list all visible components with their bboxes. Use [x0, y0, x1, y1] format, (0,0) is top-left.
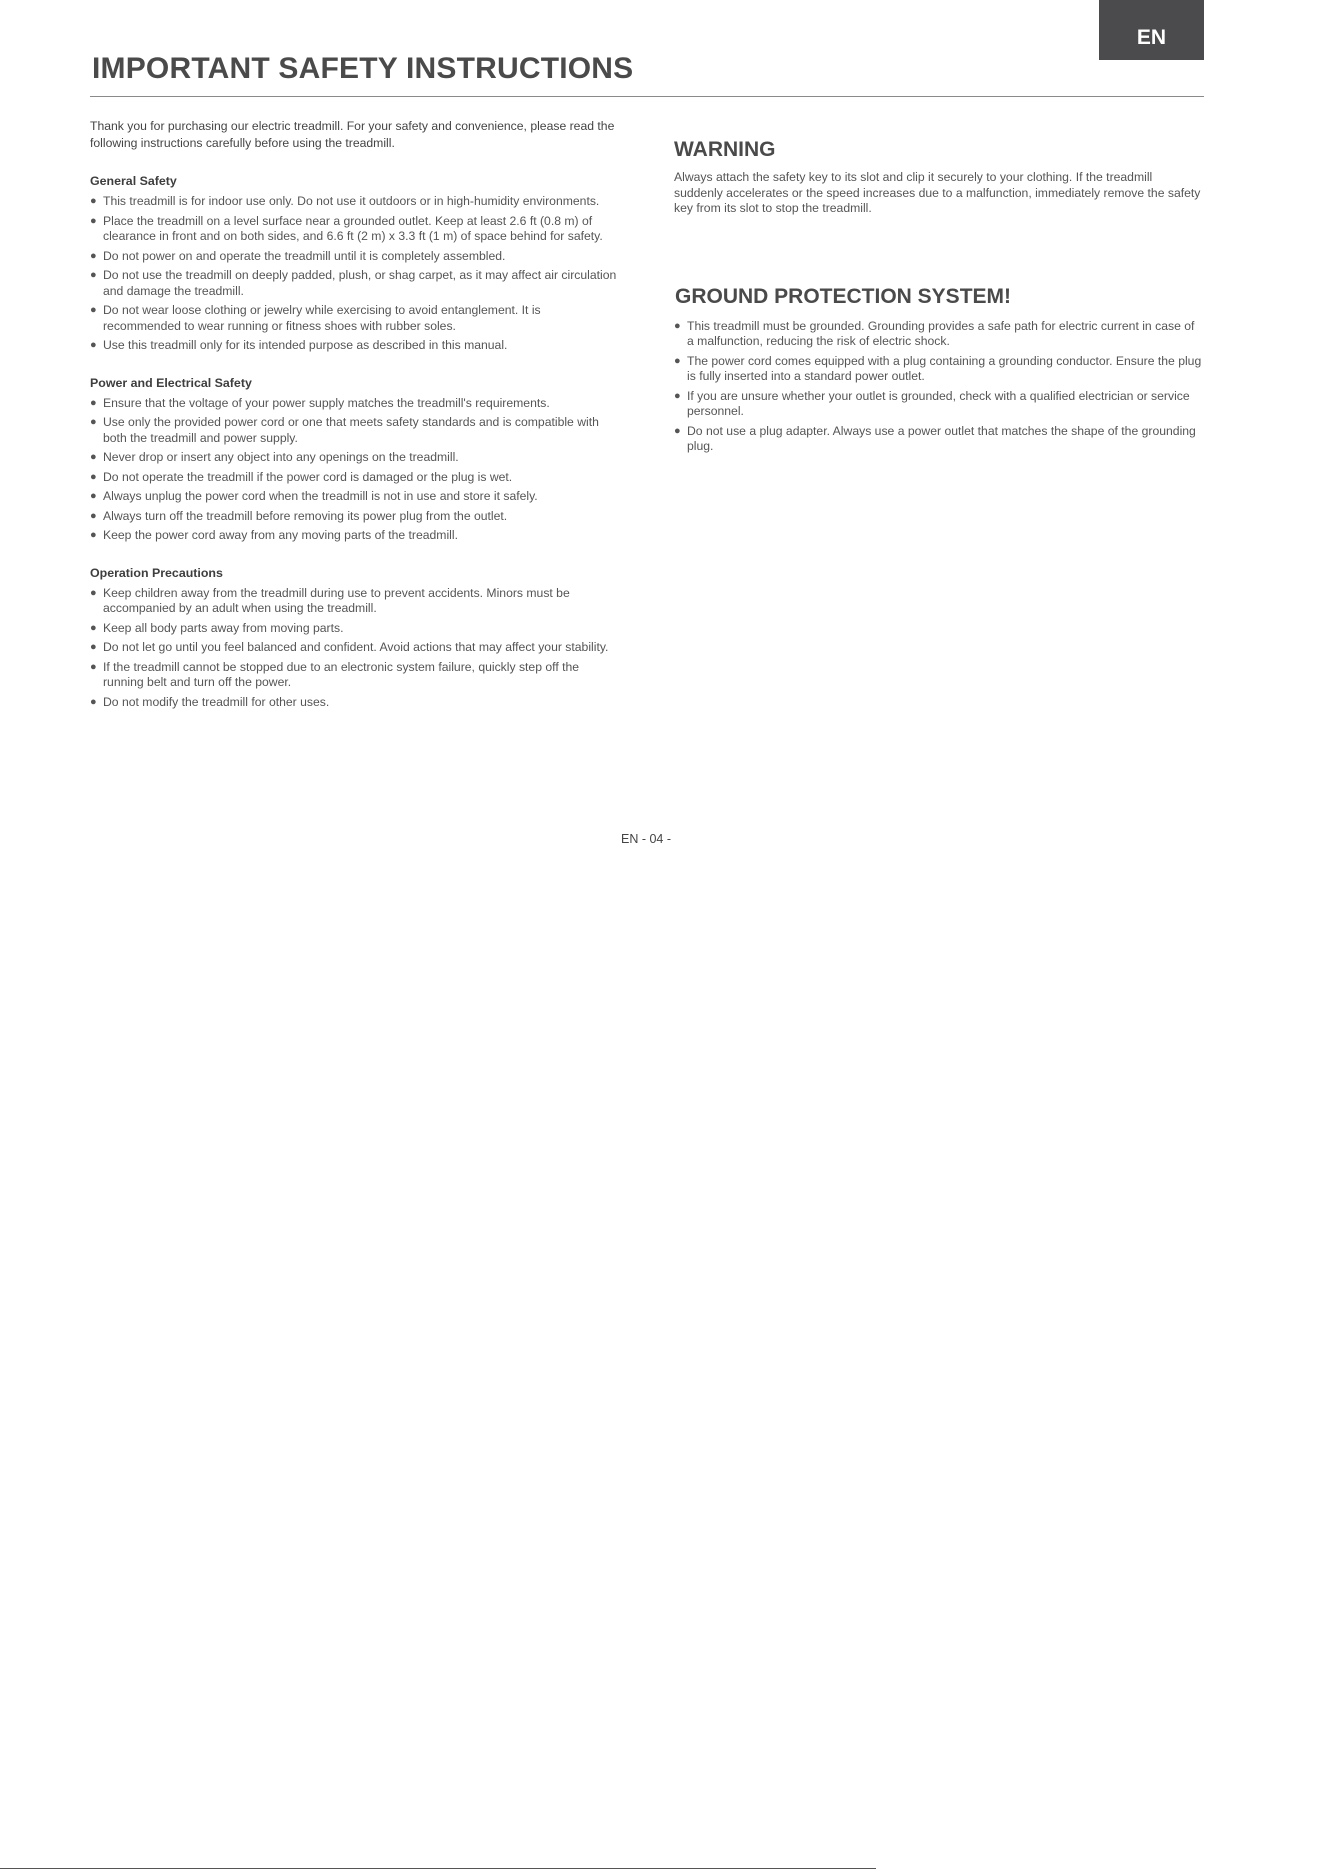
list-item	[90, 214, 620, 245]
section-heading: General Safety	[90, 174, 177, 188]
bullet-icon: ●	[90, 641, 97, 653]
bullet-icon: ●	[90, 660, 97, 673]
list-item	[674, 389, 1204, 420]
bullet-icon: ●	[90, 621, 97, 634]
bullet-icon: ●	[90, 695, 97, 708]
list-item	[674, 319, 1204, 350]
page-title: IMPORTANT SAFETY INSTRUCTIONS	[92, 52, 634, 85]
bullet-list	[674, 319, 1204, 455]
warning-heading: WARNING	[674, 138, 776, 161]
list-item-text: Always turn off the treadmill before removing its power plug from the outlet.	[103, 508, 508, 523]
bullet-icon: ●	[90, 249, 97, 262]
bullet-icon: ●	[90, 396, 97, 409]
right-column	[674, 138, 1204, 459]
list-item-text: Always unplug the power cord when the treadmill is not in use and store it safely.	[103, 489, 538, 503]
ground-protection-heading: GROUND PROTECTION SYSTEM!	[675, 284, 1012, 308]
language-tab: EN	[1099, 0, 1204, 60]
warning-body: Always attach the safety key to its slot and clip it securely to your clothing. If the treadmill suddenly accelerates or the speed increases due to a malfunction, immediately remove the safety key from its slot to stop the treadmill.	[674, 170, 1201, 215]
list-item	[90, 586, 620, 617]
bullet-icon: ●	[90, 529, 97, 541]
list-item	[90, 450, 620, 466]
list-item	[90, 695, 620, 711]
list-item-text: Keep children away from the treadmill during use to prevent accidents. Minors must be accompanied by an adult when using the treadmill.	[103, 585, 570, 615]
bullet-icon: ●	[90, 195, 97, 207]
list-item	[90, 509, 620, 525]
page-number: EN - 04 -	[620, 832, 671, 846]
list-item-text: Do not wear loose clothing or jewelry while exercising to avoid entanglement. It is recommended to wear running or fitness shoes with rubber soles.	[103, 303, 541, 333]
bullet-icon: ●	[90, 490, 97, 502]
ground-protection-section	[674, 285, 1204, 455]
list-item-text: Do not let go until you feel balanced and confident. Avoid actions that may affect your stability.	[103, 640, 609, 654]
title-divider	[90, 96, 1204, 97]
list-item	[90, 640, 620, 656]
list-item-text: Never drop or insert any object into any openings on the treadmill.	[103, 450, 459, 464]
list-item	[90, 249, 620, 265]
bullet-icon: ●	[90, 586, 97, 599]
bullet-icon: ●	[90, 304, 97, 316]
bullet-icon: ●	[674, 354, 681, 367]
list-item-text: If the treadmill cannot be stopped due to an electronic system failure, quickly step off the running belt and turn off the power.	[103, 659, 580, 689]
list-item	[90, 396, 620, 412]
list-item	[90, 470, 620, 486]
list-item	[90, 489, 620, 505]
section-heading: Operation Precautions	[90, 565, 223, 580]
bullet-icon: ●	[90, 416, 97, 428]
bullet-icon: ●	[90, 451, 97, 463]
bullet-icon: ●	[90, 269, 97, 281]
list-item-text: Keep all body parts away from moving parts.	[103, 620, 344, 635]
intro-paragraph: Thank you for purchasing our electric treadmill. For your safety and convenience, please read the following instructions carefully before using the treadmill.	[90, 119, 615, 150]
bullet-icon: ●	[90, 339, 97, 351]
bullet-icon: ●	[90, 470, 97, 483]
bullet-list	[90, 396, 620, 544]
power-electrical-safety-section	[90, 375, 620, 544]
bullet-icon: ●	[674, 389, 681, 402]
bullet-list	[90, 194, 620, 354]
bullet-icon: ●	[90, 509, 97, 522]
list-item-text: Do not use the treadmill on deeply padded, plush, or shag carpet, as it may affect air circulation and damage the treadmill.	[103, 268, 617, 298]
list-item-text: Do not modify the treadmill for other uses.	[103, 694, 330, 709]
list-item	[90, 415, 620, 446]
warning-section	[674, 138, 1204, 217]
list-item	[90, 621, 620, 637]
list-item-text: Do not use a plug adapter. Always use a power outlet that matches the shape of the grounding plug.	[687, 423, 1196, 453]
list-item	[674, 424, 1204, 455]
list-item-text: This treadmill is for indoor use only. Do not use it outdoors or in high-humidity environments.	[103, 194, 600, 208]
list-item	[90, 303, 620, 334]
list-item-text: If you are unsure whether your outlet is grounded, check with a qualified electrician or service personnel.	[687, 388, 1190, 418]
list-item-text: Use only the provided power cord or one that meets safety standards and is compatible with both the treadmill and power supply.	[103, 415, 599, 445]
list-item	[90, 338, 620, 354]
list-item-text: Do not power on and operate the treadmill until it is completely assembled.	[103, 248, 506, 263]
list-item-text: Ensure that the voltage of your power supply matches the treadmill's requirements.	[103, 395, 550, 410]
general-safety-section	[90, 173, 620, 354]
list-item	[90, 528, 620, 544]
bullet-icon: ●	[674, 319, 681, 332]
list-item-text: Do not operate the treadmill if the power cord is damaged or the plug is wet.	[103, 469, 513, 484]
list-item-text: This treadmill must be grounded. Grounding provides a safe path for electric current in case of a malfunction, reducing the risk of electric shock.	[687, 318, 1195, 348]
list-item-text: The power cord comes equipped with a plug containing a grounding conductor. Ensure the plug is fully inserted into a standard power outlet.	[687, 353, 1202, 383]
operation-precautions-section	[90, 565, 620, 711]
list-item-text: Keep the power cord away from any moving parts of the treadmill.	[103, 528, 458, 542]
section-heading: Power and Electrical Safety	[90, 375, 252, 390]
bullet-icon: ●	[674, 424, 681, 437]
list-item	[674, 354, 1204, 385]
bullet-icon: ●	[90, 214, 97, 227]
list-item-text: Place the treadmill on a level surface near a grounded outlet. Keep at least 2.6 ft (0.8 m) of clearance in front and on both sides, and 6.6 ft (2 m) x 3.3 ft (1 m) of space behind for safety.	[103, 213, 603, 243]
left-column	[90, 118, 620, 731]
list-item	[90, 660, 620, 691]
bottom-divider	[0, 1868, 876, 1869]
list-item-text: Use this treadmill only for its intended purpose as described in this manual.	[103, 338, 508, 352]
list-item	[90, 268, 620, 299]
bullet-list	[90, 586, 620, 711]
list-item	[90, 194, 620, 210]
